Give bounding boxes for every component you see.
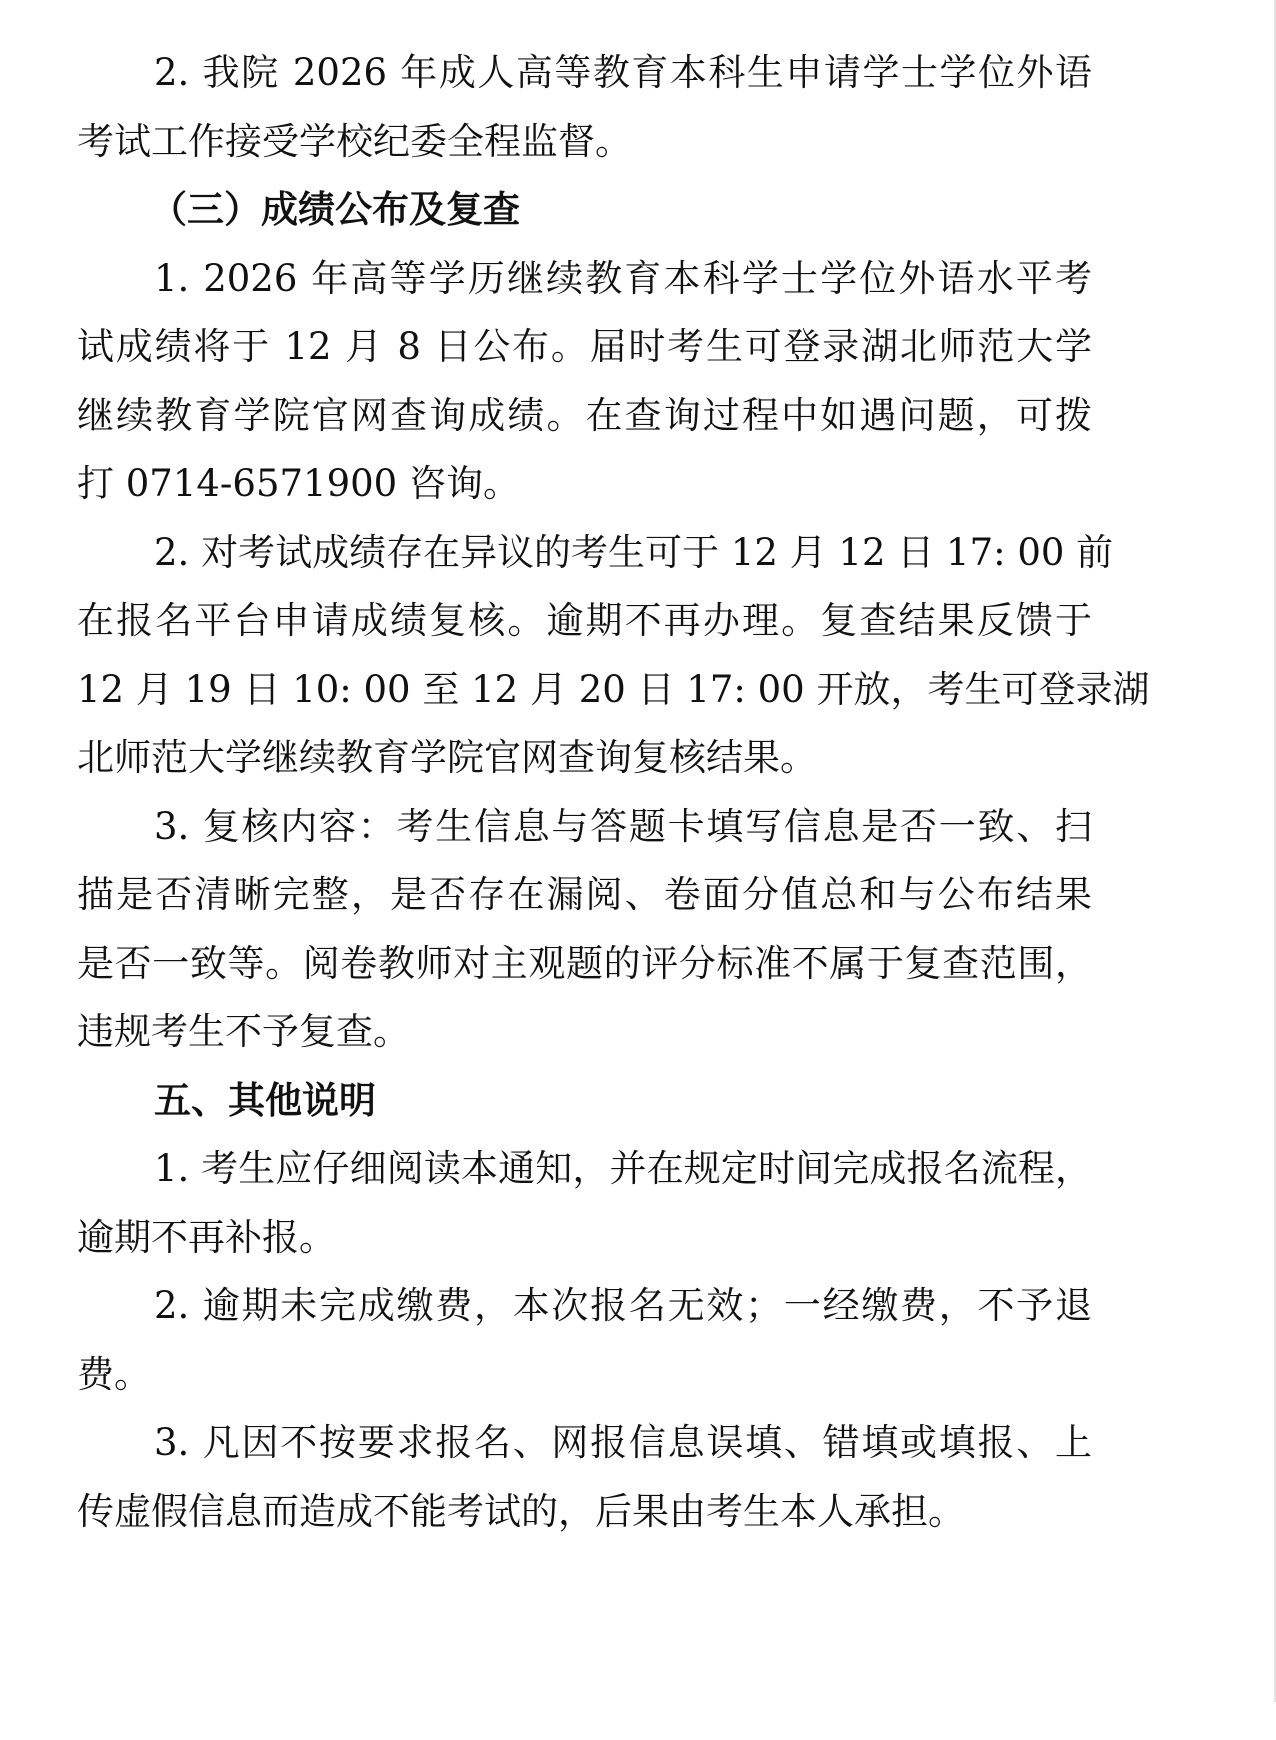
paragraph-line: 试成绩将于 12 月 8 日公布。届时考生可登录湖北师范大学: [77, 325, 1092, 368]
paragraph-line: 2. 对考试成绩存在异议的考生可于 12 月 12 日 17: 00 前: [154, 531, 1114, 574]
section-heading: （三）成绩公布及复查: [150, 188, 520, 231]
cut-off-line: [154, 1690, 1092, 1740]
paragraph-line: 1. 2026 年高等学历继续教育本科学士学位外语水平考: [154, 257, 1092, 300]
paragraph-line: 传虚假信息而造成不能考试的，后果由考生本人承担。: [77, 1490, 965, 1533]
paragraph-line: 费。: [77, 1353, 151, 1396]
paragraph-line: 2. 我院 2026 年成人高等教育本科生申请学士学位外语: [154, 51, 1092, 94]
section-heading: 五、其他说明: [154, 1079, 376, 1122]
paragraph-line: 2. 逾期未完成缴费，本次报名无效；一经缴费，不予退: [154, 1284, 1092, 1327]
paragraph-line: 1. 考生应仔细阅读本通知，并在规定时间完成报名流程，: [154, 1147, 1092, 1190]
paragraph-line: 3. 复核内容：考生信息与答题卡填写信息是否一致、扫: [154, 805, 1092, 848]
paragraph-line: 逾期不再补报。: [77, 1216, 336, 1259]
paragraph-line: 描是否清晰完整，是否存在漏阅、卷面分值总和与公布结果: [77, 873, 1092, 916]
paragraph-line: 北师范大学继续教育学院官网查询复核结果。: [77, 736, 817, 779]
paragraph-line: 打 0714-6571900 咨询。: [77, 462, 520, 505]
paragraph-line: 继续教育学院官网查询成绩。在查询过程中如遇问题，可拨: [77, 394, 1092, 437]
paragraph-line: 在报名平台申请成绩复核。逾期不再办理。复查结果反馈于: [77, 599, 1092, 642]
paragraph-line: 3. 凡因不按要求报名、网报信息误填、错填或填报、上: [154, 1421, 1092, 1464]
paragraph-line: 12 月 19 日 10: 00 至 12 月 20 日 17: 00 开放，考生可登录湖: [77, 668, 1150, 711]
paragraph-line: 违规考生不予复查。: [77, 1010, 410, 1053]
paragraph-line: 是否一致等。阅卷教师对主观题的评分标准不属于复查范围，: [77, 942, 1092, 985]
paragraph-line: 考试工作接受学校纪委全程监督。: [77, 120, 632, 163]
